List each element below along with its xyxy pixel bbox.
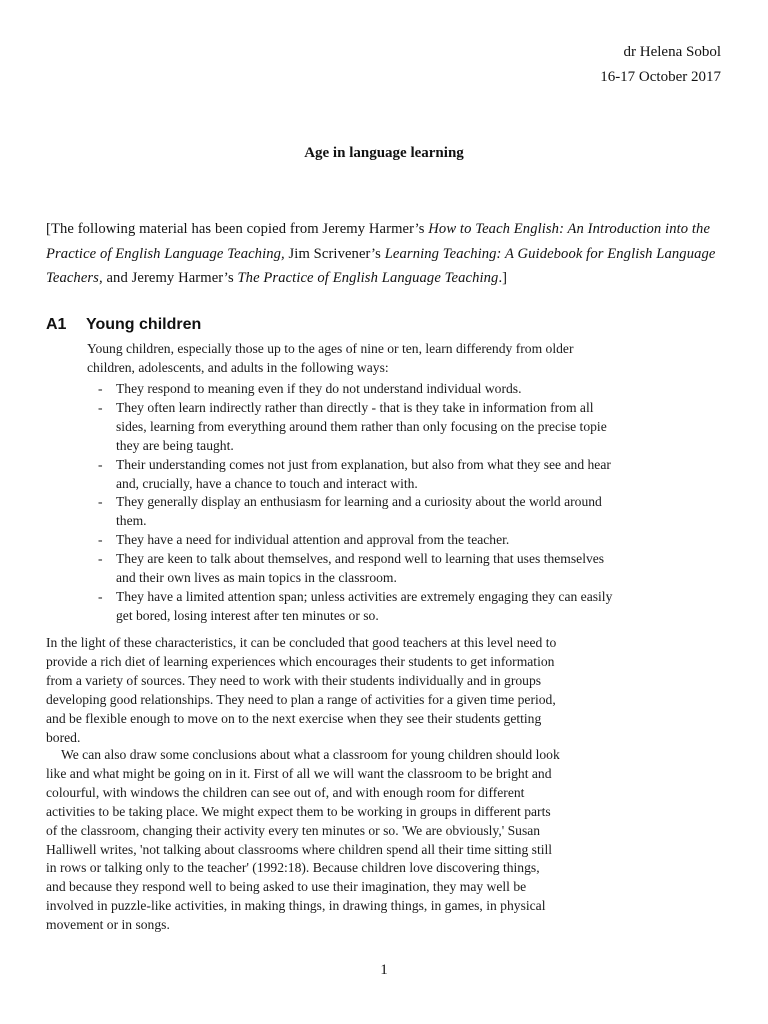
book-title-scrivener: Learning Teaching: A Guidebook for English Language Teachers, [46,245,716,286]
list-item [98,588,618,626]
classroom-paragraph: We can also draw some conclusions about what a classroom for young children should look like and what might be going on in it. First of all we will want the classroom to be bright and colourful, with windows the children can see out of, and with enough room for different activities to be taking place. We might expect them to be working in groups in different parts of the classroom, changing their activity every ten minutes or so. 'We are obviously,' Susan Halliwell writes, 'not talking about classrooms where children spend all their time sitting still in rows or talking only to the teacher' (1992:18). Because children love discovering things, and because they respond well to being asked to use their imagination, they may well be involved in puzzle-like activities, in making things, in drawing things, in games, in physical movement or in songs. [46,747,560,933]
bullet-marker: - [98,399,103,415]
source-note [46,217,724,291]
book-title-harmer-practice: The Practice of English Language Teaching [237,270,499,286]
bullet-marker: - [98,381,103,396]
page-number: 1 [380,962,388,978]
author-name: dr Helena Sobol [623,44,721,60]
bullet-marker: - [98,588,103,604]
section-title: Young children [86,316,202,333]
section-intro-paragraph: Young children, especially those up to the ages of nine or ten, learn differendy from older children, adolescents, and adults in the following ways: [87,341,574,375]
conclusion-paragraph: In the light of these characteristics, it can be concluded that good teachers at this level need to provide a rich diet of learning experiences which encourages their students to get information from a variety of sources. They need to work with their students individually and in groups developing good relationships. They need to plan a range of activities for a given time period, and be flexible enough to move on to the next exercise when they see their students getting bored. [46,635,557,745]
list-item [98,531,618,550]
bullet-marker: - [98,494,103,510]
list-item-text: They often learn indirectly rather than directly - that is they take in information from all sides, learning from everything around them rather than only focusing on the precise topie they are being taught. [116,399,607,453]
source-note-text-2: Jim Scrivener’s [284,245,385,262]
bullet-marker: - [98,456,103,472]
book-title-harmer-how-to-teach: How to Teach English: An Introduction into the Practice of English Language Teaching, [46,221,711,262]
source-note-text-3: and Jeremy Harmer’s [102,270,238,286]
section-number: A1 [46,316,67,333]
source-note-text-4: .] [498,270,508,286]
source-note-text-1: [The following material has been copied from Jeremy Harmer’s [46,221,429,237]
list-item-text: They have a limited attention span; unless activities are extremely engaging they can easily get bored, losing interest after ten minutes or so. [116,588,613,623]
list-item-text: They have a need for individual attention and approval from the teacher. [116,532,510,548]
document-title: Age in language learning [304,145,464,161]
list-item [98,550,618,588]
list-item-text: They are keen to talk about themselves, and respond well to learning that uses themselves and their own lives as main topics in the classroom. [116,551,605,586]
list-item-text: They generally display an enthusiasm for learning and a curiosity about the world around them. [116,494,602,529]
list-item-text: They respond to meaning even if they do not understand individual words. [116,381,522,396]
list-item [98,493,618,531]
list-item-text: Their understanding comes not just from explanation, but also from what they see and hear and, crucially, have a chance to touch and interact with. [116,456,611,491]
bullet-marker: - [98,532,103,548]
document-header [600,40,721,90]
characteristics-list [98,380,618,626]
section-heading [46,316,201,334]
lecture-date: 16-17 October 2017 [600,69,721,85]
bullet-marker: - [98,551,103,567]
list-item [98,456,618,494]
list-item [98,380,618,399]
list-item [98,399,618,456]
